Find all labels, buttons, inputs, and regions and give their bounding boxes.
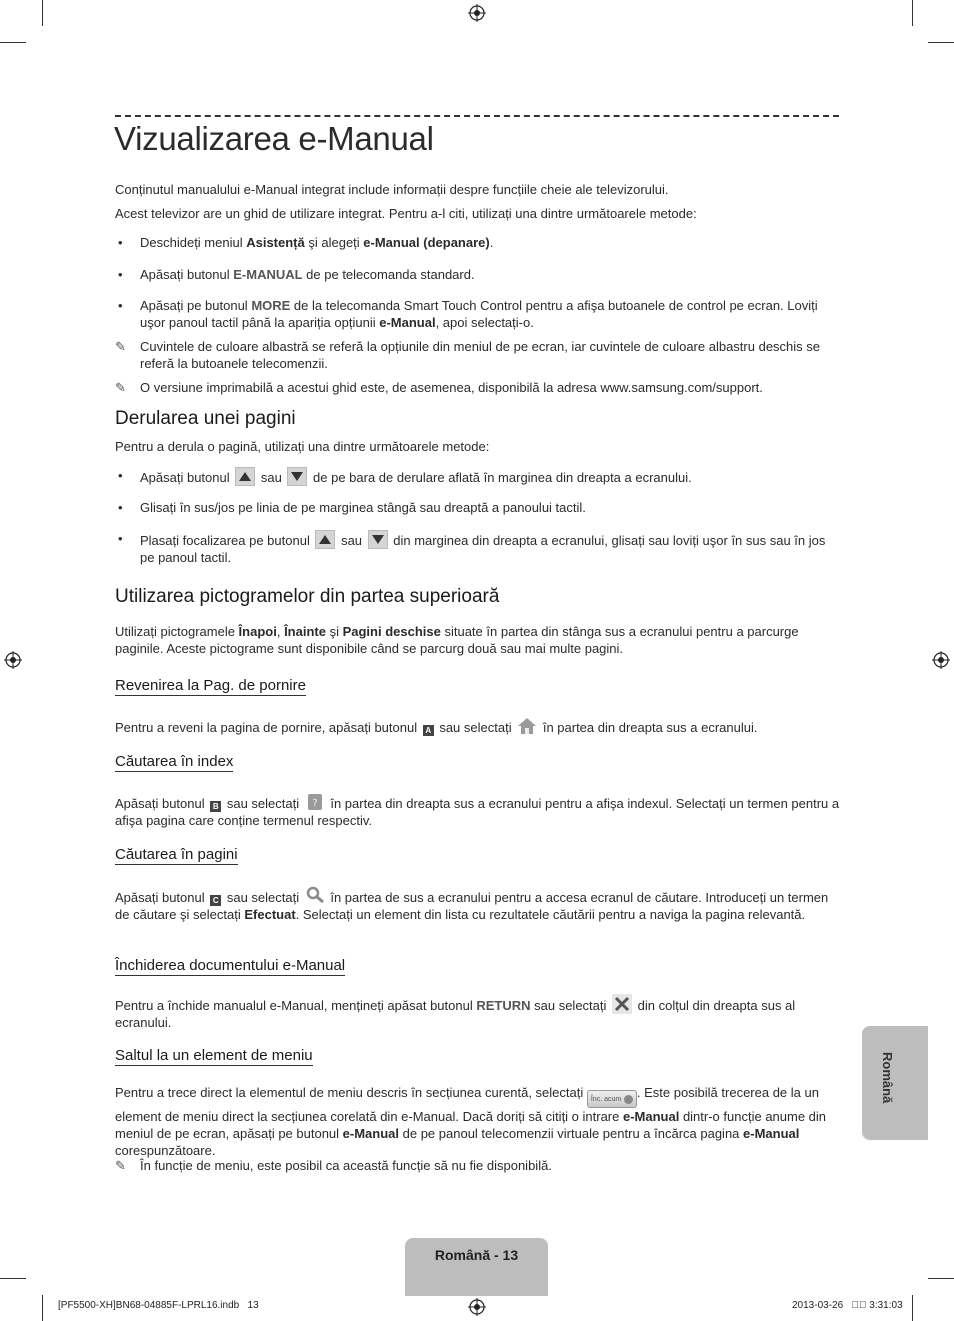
title-dashed-rule	[115, 115, 839, 117]
subsection-paragraph: Apăsați butonul C sau selectați în partea de sus a ecranului pentru a accesa ecranul de căutare. Introduceți un termen de căutare şi selectați Efectuat. Selectați un element din lista cu rezultatele căutării pentru a naviga la pagina relevantă.	[115, 886, 840, 923]
note-pencil-icon: ✎	[115, 1158, 126, 1173]
crop-mark	[0, 1278, 26, 1279]
language-side-tab	[862, 1026, 928, 1140]
subsection-heading: Căutarea în index	[115, 753, 234, 770]
scroll-down-button-icon	[368, 530, 388, 549]
index-icon	[305, 792, 325, 812]
remote-a-key-icon: A	[423, 725, 434, 736]
bullet: •	[118, 298, 123, 313]
registration-mark-icon	[4, 651, 22, 669]
bullet: •	[118, 267, 123, 282]
registration-mark-icon	[932, 651, 950, 669]
note-pencil-icon: ✎	[115, 339, 126, 354]
bullet: •	[118, 531, 123, 546]
search-icon	[305, 886, 325, 906]
subsection-heading: Saltul la un element de meniu	[115, 1047, 313, 1064]
close-icon	[612, 994, 632, 1014]
scroll-up-button-icon	[235, 467, 255, 486]
subsection-paragraph: Pentru a reveni la pagina de pornire, apăsați butonul A sau selectați în partea din dreapta sus a ecranului.	[115, 716, 840, 736]
page-number-tab	[405, 1238, 548, 1296]
crop-mark	[912, 0, 913, 26]
registration-mark-icon	[468, 1298, 486, 1316]
bullet: •	[118, 235, 123, 250]
subsection-heading: Revenirea la Pag. de pornire	[115, 677, 306, 694]
section-paragraph: Utilizați pictogramele Înapoi, Înainte şi Pagini deschise situate în partea din stânga sus a ecranului pentru a parcurge paginile. Aceste pictograme sunt disponibile când se parcurg două sau mai multe pagini.	[115, 624, 799, 656]
try-now-button: Înc. acum	[587, 1090, 637, 1108]
subsection-paragraph: Pentru a închide manualul e-Manual, mențineți apăsat butonul RETURN sau selectați din colțul din dreapta sus al ecranului.	[115, 994, 840, 1031]
subsection-paragraph: Pentru a trece direct la elementul de meniu descris în secțiunea curentă, selectați Înc. acum . Este posibilă trecerea de la un element de meniu direct la secțiunea corelată din e-Manual. Dacă doriți să citiți o intrare e-Manual dintr-o funcție anume din meniul de pe ecran, apăsați pe butonul e-Manual de pe panoul telecomenzii virtuale pentru a încărca pagina e-Manual corespunzătoare.	[115, 1085, 827, 1158]
registration-mark-icon	[468, 4, 486, 22]
scroll-down-button-icon	[287, 467, 307, 486]
note-pencil-icon: ✎	[115, 380, 126, 395]
play-icon	[624, 1095, 633, 1104]
bullet: •	[118, 468, 123, 483]
intro-paragraph: Acest televizor are un ghid de utilizare integrat. Pentru a-l citi, utilizați una dintre următoarele metode:	[115, 206, 697, 221]
crop-mark	[912, 1295, 913, 1321]
home-icon	[517, 716, 537, 736]
scroll-up-button-icon	[315, 530, 335, 549]
crop-mark	[42, 0, 43, 26]
subsection-heading: Căutarea în pagini	[115, 846, 238, 863]
subsection-paragraph: Apăsați butonul B sau selectați ? în partea din dreapta sus a ecranului pentru a afişa indexul. Selectați un termen pentru a afişa pagina care conține termenul respectiv.	[115, 792, 840, 829]
remote-b-key-icon: B	[210, 801, 221, 812]
crop-mark	[0, 42, 26, 43]
crop-mark	[42, 1295, 43, 1321]
language-side-tab-label: Română	[880, 1052, 895, 1104]
footer-file-info: [PF5500-XH]BN68-04885F-LPRL16.indb 13	[58, 1300, 259, 1311]
remote-c-key-icon: C	[210, 895, 221, 906]
bullet: •	[118, 500, 123, 515]
crop-mark	[928, 42, 954, 43]
intro-paragraph: Conținutul manualului e-Manual integrat include informații despre funcțiile cheie ale televizorului.	[115, 182, 669, 197]
section-heading: Derularea unei pagini	[115, 408, 296, 429]
section-intro: Pentru a derula o pagină, utilizați una dintre următoarele metode:	[115, 439, 490, 454]
subsection-heading: Închiderea documentului e-Manual	[115, 957, 346, 974]
section-heading: Utilizarea pictogramelor din partea superioară	[115, 586, 500, 607]
page-number-label: Română - 13	[434, 1247, 519, 1263]
page-title: Vizualizarea e-Manual	[114, 120, 434, 157]
footer-timestamp: 2013-03-26 ￿￿ 3:31:03	[792, 1300, 903, 1311]
crop-mark	[928, 1278, 954, 1279]
svg-text:?: ?	[312, 798, 318, 809]
